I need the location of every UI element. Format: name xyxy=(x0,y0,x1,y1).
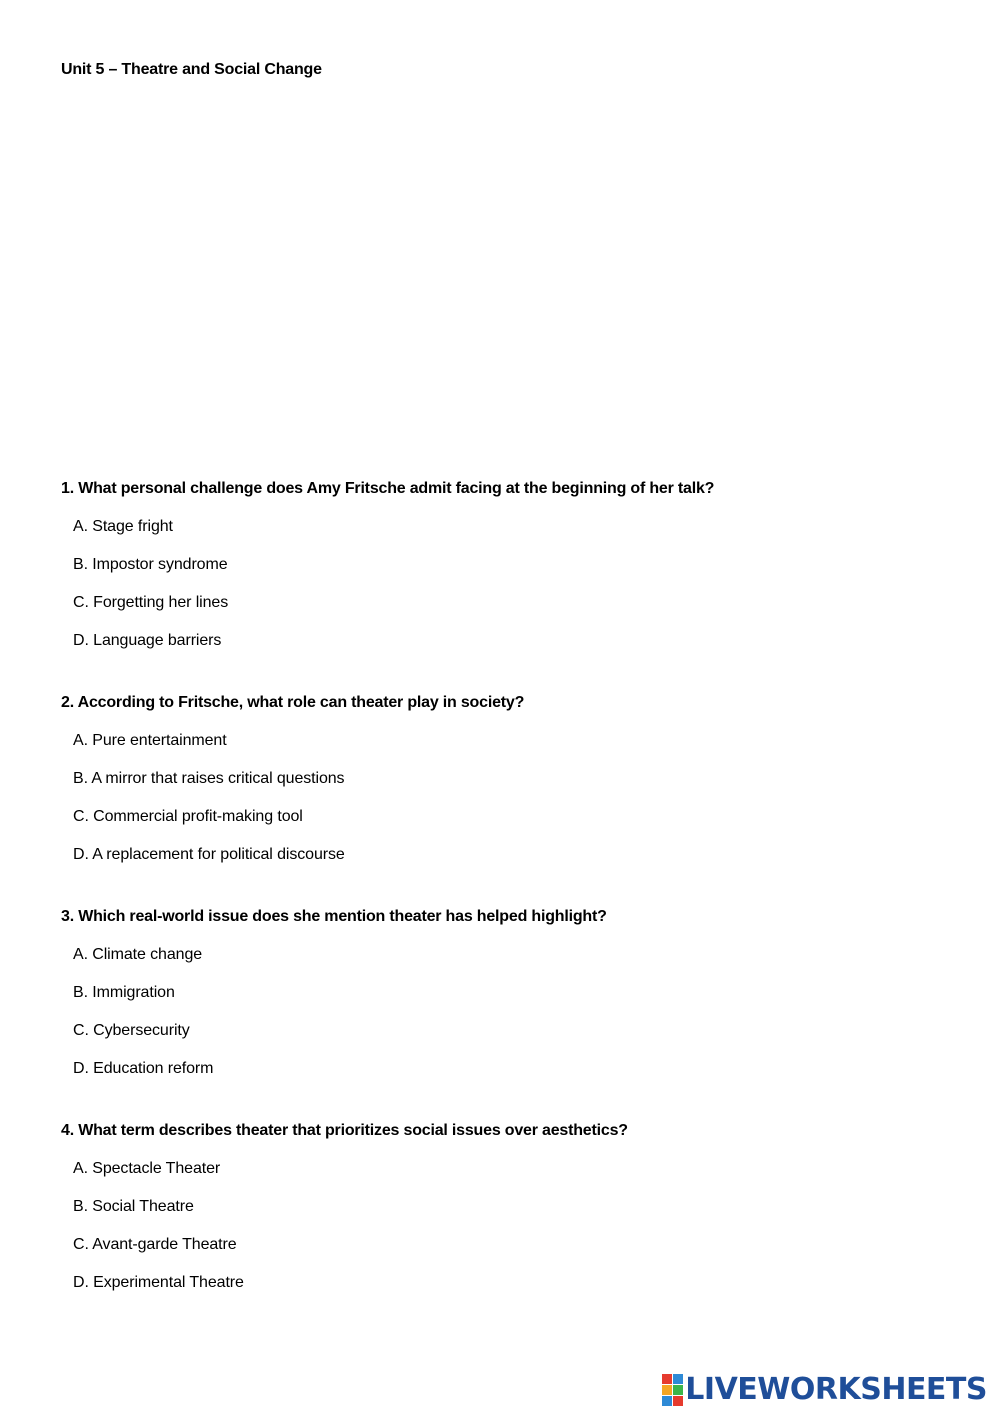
liveworksheets-logo xyxy=(662,1373,987,1407)
logo-block xyxy=(673,1374,683,1384)
answer-option[interactable]: A. Spectacle Theater xyxy=(73,1160,221,1177)
question-block xyxy=(61,1119,941,1295)
question-text: 3. Which real-world issue does she mention theater has helped highlight? xyxy=(61,908,607,925)
answer-option[interactable]: B. Immigration xyxy=(73,984,175,1001)
question-text: 2. According to Fritsche, what role can theater play in society? xyxy=(61,694,525,711)
answer-option[interactable]: D. Language barriers xyxy=(73,632,222,649)
logo-block xyxy=(662,1374,672,1384)
logo-block xyxy=(662,1385,672,1395)
logo-block xyxy=(673,1396,683,1406)
logo-block xyxy=(662,1396,672,1406)
answer-option[interactable]: D. Experimental Theatre xyxy=(73,1274,244,1291)
answer-option[interactable]: B. Social Theatre xyxy=(73,1198,194,1215)
answer-option[interactable]: C. Avant-garde Theatre xyxy=(73,1236,237,1253)
brand-text: LIVEWORKSHEETS xyxy=(685,1372,987,1407)
page-title: Unit 5 – Theatre and Social Change xyxy=(61,61,322,78)
answer-option[interactable]: C. Commercial profit-making tool xyxy=(73,808,303,825)
blocks-logo-icon xyxy=(662,1374,683,1406)
answer-option[interactable]: D. Education reform xyxy=(73,1060,214,1077)
answer-option[interactable]: A. Stage fright xyxy=(73,518,173,535)
question-list xyxy=(61,477,941,1333)
answer-option[interactable]: C. Forgetting her lines xyxy=(73,594,229,611)
question-text: 4. What term describes theater that prioritizes social issues over aesthetics? xyxy=(61,1122,628,1139)
question-block xyxy=(61,905,941,1081)
answer-option[interactable]: D. A replacement for political discourse xyxy=(73,846,345,863)
question-block xyxy=(61,691,941,867)
answer-option[interactable]: B. A mirror that raises critical questions xyxy=(73,770,345,787)
answer-option[interactable]: C. Cybersecurity xyxy=(73,1022,190,1039)
answer-option[interactable]: A. Pure entertainment xyxy=(73,732,227,749)
question-block xyxy=(61,477,941,653)
question-text: 1. What personal challenge does Amy Fritsche admit facing at the beginning of her talk? xyxy=(61,480,715,497)
answer-option[interactable]: A. Climate change xyxy=(73,946,203,963)
logo-block xyxy=(673,1385,683,1395)
answer-option[interactable]: B. Impostor syndrome xyxy=(73,556,228,573)
